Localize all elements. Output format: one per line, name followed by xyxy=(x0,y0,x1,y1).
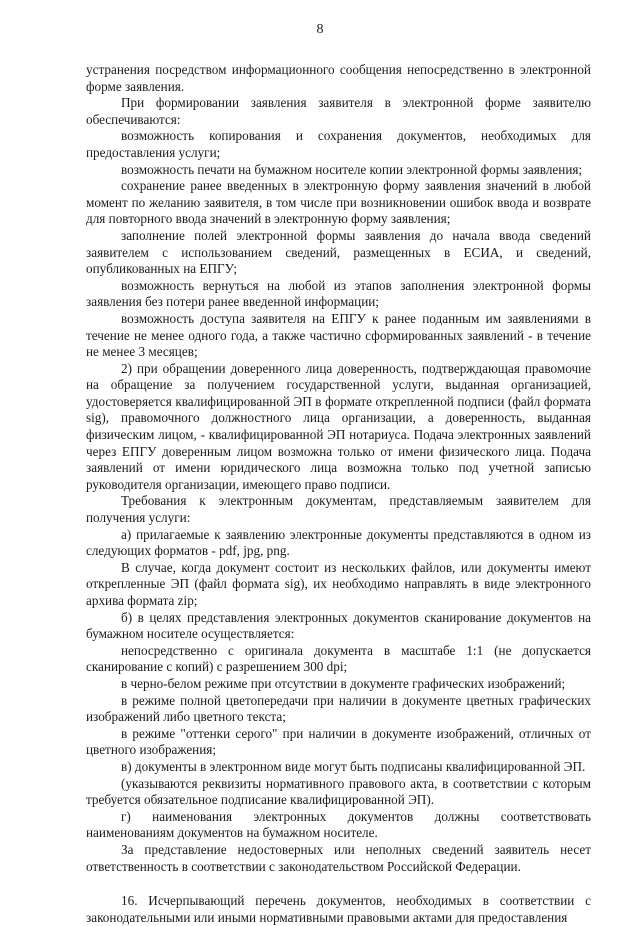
paragraph-11: а) прилагаемые к заявлению электронные документы представляются в одном из следующих форматов - pdf, jpg, png. xyxy=(86,526,591,559)
paragraph-14: непосредственно с оригинала документа в масштабе 1:1 (не допускается сканирование с копий) с разрешением 300 dpi; xyxy=(86,642,591,675)
paragraph-1: устранения посредством информационного сообщения непосредственно в электронной форме заявления. xyxy=(86,62,591,94)
paragraph-20: г) наименования электронных документов должны соответствовать наименованиям документов на бумажном носителе. xyxy=(86,808,591,841)
paragraph-15: в черно-белом режиме при отсутствии в документе графических изображений; xyxy=(121,675,566,691)
paragraph-4: возможность печати на бумажном носителе копии электронной формы заявления; xyxy=(121,161,583,177)
paragraph-18: в) документы в электронном виде могут быть подписаны квалифицированной ЭП. xyxy=(121,758,586,774)
paragraph-3: возможность копирования и сохранения документов, необходимых для предоставления услуги; xyxy=(86,128,591,160)
paragraph-10: Требования к электронным документам, представляемым заявителем для получения услуги: xyxy=(86,493,591,526)
page-number: 8 xyxy=(316,22,324,37)
paragraph-8: возможность доступа заявителя на ЕПГУ к ранее поданным им заявлениями в течение не менее одного года, а также частично сформированных заявлений - в течение не менее 3 месяцев; xyxy=(86,310,591,360)
paragraph-12: В случае, когда документ состоит из нескольких файлов, или документы имеют открепленные ЭП (файл формата sig), их необходимо направлять в виде электронного архива формата zip; xyxy=(86,559,591,608)
paragraph-21: За представление недостоверных или неполных сведений заявитель несет ответственность в соответствии с законодательством Российской Федерации. xyxy=(86,841,591,874)
paragraph-22: 16. Исчерпывающий перечень документов, необходимых в соответствии с законодательными или иными нормативными правовыми актами для предоставления xyxy=(86,893,591,925)
paragraph-13: б) в целях представления электронных документов сканирование документов на бумажном носителе осуществляется: xyxy=(86,609,591,642)
paragraph-19: (указываются реквизиты нормативного правового акта, в соответствии с которым требуется обязательное подписание квалифицированной ЭП). xyxy=(86,775,591,808)
paragraph-17: в режиме "оттенки серого" при наличии в документе изображений, отличных от цветного изображения; xyxy=(86,725,591,758)
paragraph-16: в режиме полной цветопередачи при наличии в документе цветных графических изображений либо цветного текста; xyxy=(86,692,591,725)
paragraph-6: заполнение полей электронной формы заявления до начала ввода сведений заявителем с использованием сведений, размещенных в ЕСИА, и сведений, опубликованных на ЕПГУ; xyxy=(86,227,591,277)
paragraph-7: возможность вернуться на любой из этапов заполнения электронной формы заявления без потери ранее введенной информации; xyxy=(86,277,591,310)
paragraph-5: сохранение ранее введенных в электронную форму заявления значений в любой момент по желанию заявителя, в том числе при возникновении ошибок ввода и возврате для повторного ввода значений в электронную форму заявления; xyxy=(86,178,591,227)
document-body xyxy=(86,62,591,926)
paragraph-9: 2) при обращении доверенного лица доверенность, подтверждающая правомочие на обращение за получением государственной услуги, выданная организацией, удостоверяется квалифицированной ЭП в формате открепленной подписи (файл формата sig), правомочного должностного лица организации, а доверенность, выданная физическим лицом, - квалифицированной ЭП нотариуса. Подача электронных заявлений через ЕПГУ доверенным лицом возможна только от имени физического лица. Подача заявлений от имени юридического лица возможна только под учетной записью руководителя организации, имеющего право подписи. xyxy=(86,360,591,492)
paragraph-2: При формировании заявления заявителя в электронной форме заявителю обеспечиваются: xyxy=(86,95,591,127)
